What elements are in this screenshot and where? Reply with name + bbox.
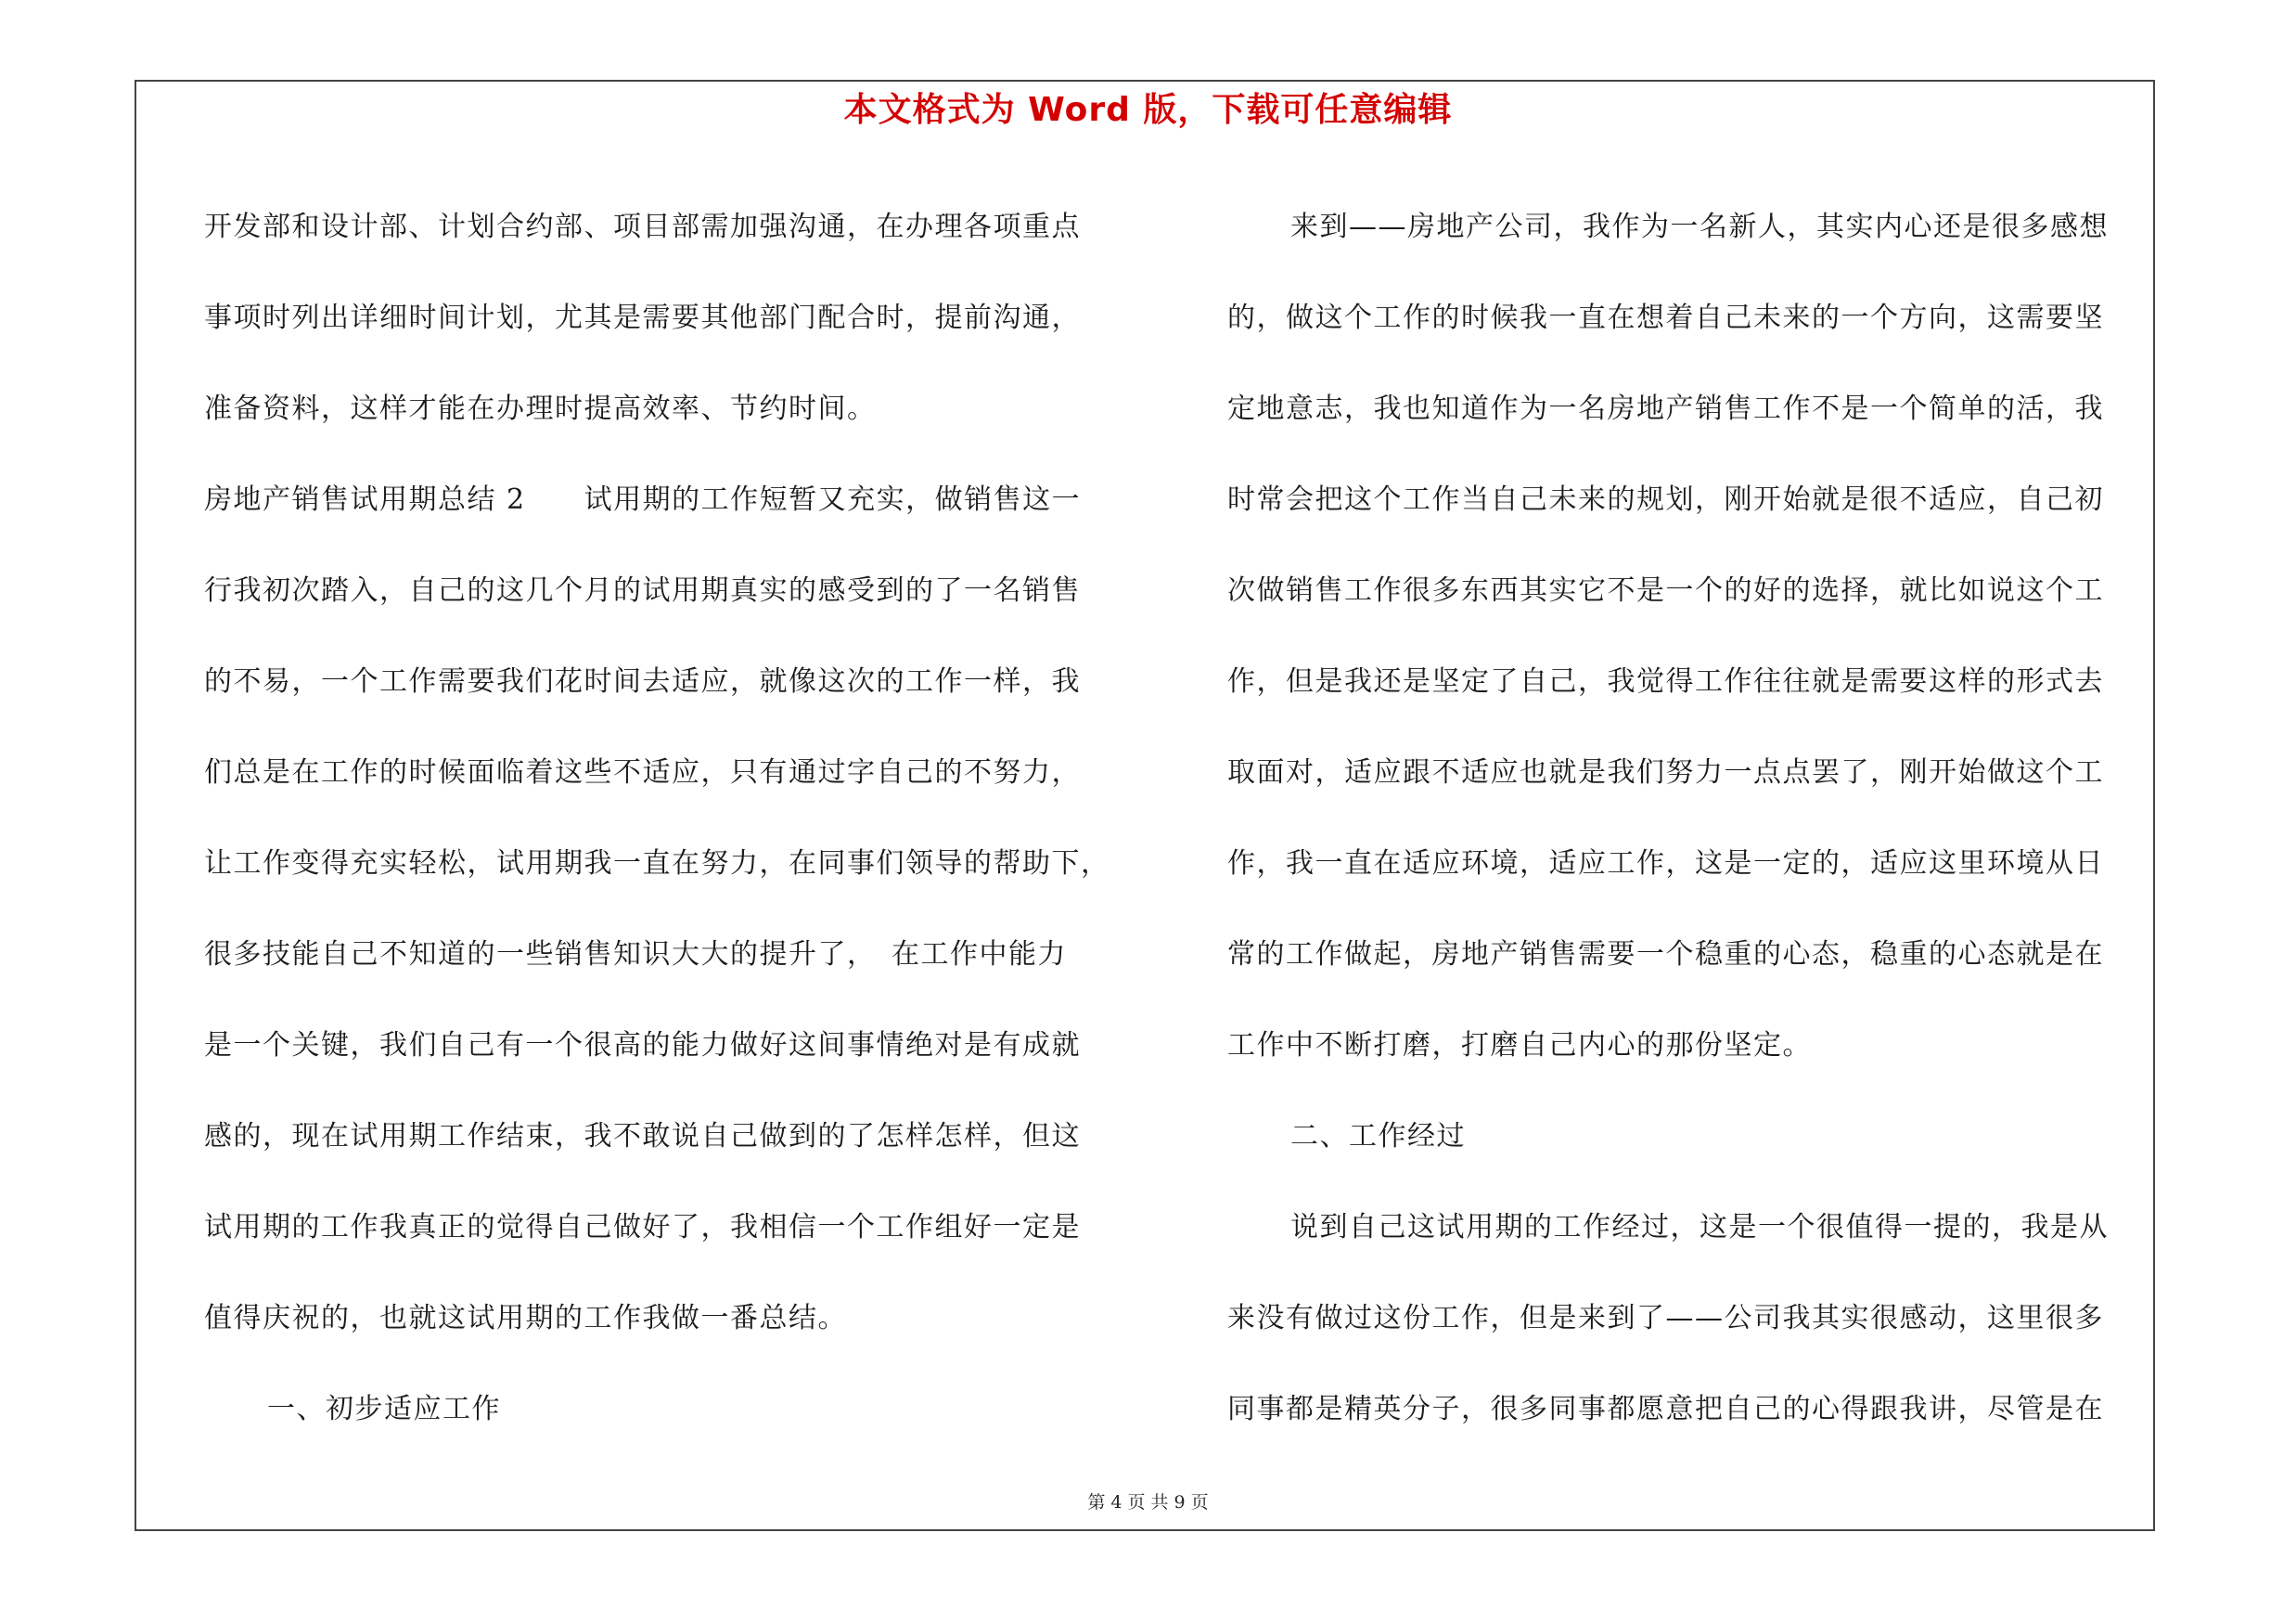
text-line: 作，但是我还是坚定了自己，我觉得工作往往就是需要这样的形式去	[1227, 665, 2104, 698]
text-line: 房地产销售试用期总结 2 试用期的工作短暂又充实，做销售这一	[204, 483, 1082, 516]
text-line: 行我初次踏入，自己的这几个月的试用期真实的感受到的了一名销售	[204, 574, 1081, 607]
section-heading: 一、初步适应工作	[267, 1393, 501, 1425]
left-column	[204, 182, 1122, 1455]
text-line: 感的，现在试用期工作结束，我不敢说自己做到的了怎样怎样，但这	[204, 1120, 1081, 1153]
text-line: 们总是在工作的时候面临着这些不适应，只有通过字自己的不努力，	[204, 756, 1081, 789]
text-line: 作，我一直在适应环境，适应工作，这是一定的，适应这里环境从日	[1227, 847, 2104, 880]
page-number-footer: 第 4 页 共 9 页	[1087, 1492, 1209, 1513]
text-line: 定地意志，我也知道作为一名房地产销售工作不是一个简单的活，我	[1227, 393, 2104, 425]
right-column	[1227, 182, 2146, 1455]
section-heading: 二、工作经过	[1290, 1120, 1466, 1153]
text-line: 次做销售工作很多东西其实它不是一个的好的选择，就比如说这个工	[1227, 574, 2104, 607]
text-line: 开发部和设计部、计划合约部、项目部需加强沟通，在办理各项重点	[204, 211, 1081, 243]
text-line: 的不易，一个工作需要我们花时间去适应，就像这次的工作一样，我	[204, 665, 1081, 698]
text-line: 试用期的工作我真正的觉得自己做好了，我相信一个工作组好一定是	[204, 1211, 1081, 1243]
text-line: 说到自己这试用期的工作经过，这是一个很值得一提的，我是从	[1290, 1211, 2109, 1243]
text-line: 工作中不断打磨，打磨自己内心的那份坚定。	[1227, 1029, 1812, 1062]
text-line: 事项时列出详细时间计划，尤其是需要其他部门配合时，提前沟通，	[204, 302, 1081, 334]
text-line: 值得庆祝的，也就这试用期的工作我做一番总结。	[204, 1302, 847, 1334]
word-format-banner: 本文格式为 Word 版，下载可任意编辑	[843, 91, 1453, 129]
text-line: 同事都是精英分子，很多同事都愿意把自己的心得跟我讲，尽管是在	[1227, 1393, 2104, 1425]
text-line: 时常会把这个工作当自己未来的规划，刚开始就是很不适应，自己初	[1227, 483, 2104, 516]
text-line: 的，做这个工作的时候我一直在想着自己未来的一个方向，这需要坚	[1227, 302, 2104, 334]
text-line: 很多技能自己不知道的一些销售知识大大的提升了， 在工作中能力	[204, 938, 1067, 971]
text-line: 来到——房地产公司，我作为一名新人，其实内心还是很多感想	[1290, 211, 2109, 243]
text-line: 是一个关键，我们自己有一个很高的能力做好这间事情绝对是有成就	[204, 1029, 1081, 1062]
text-line: 取面对，适应跟不适应也就是我们努力一点点罢了，刚开始做这个工	[1227, 756, 2104, 789]
text-line: 来没有做过这份工作，但是来到了——公司我其实很感动，这里很多	[1227, 1302, 2104, 1334]
text-line: 准备资料，这样才能在办理时提高效率、节约时间。	[204, 393, 877, 425]
text-line: 常的工作做起，房地产销售需要一个稳重的心态，稳重的心态就是在	[1227, 938, 2104, 971]
text-line: 让工作变得充实轻松，试用期我一直在努力，在同事们领导的帮助下，	[204, 847, 1110, 880]
